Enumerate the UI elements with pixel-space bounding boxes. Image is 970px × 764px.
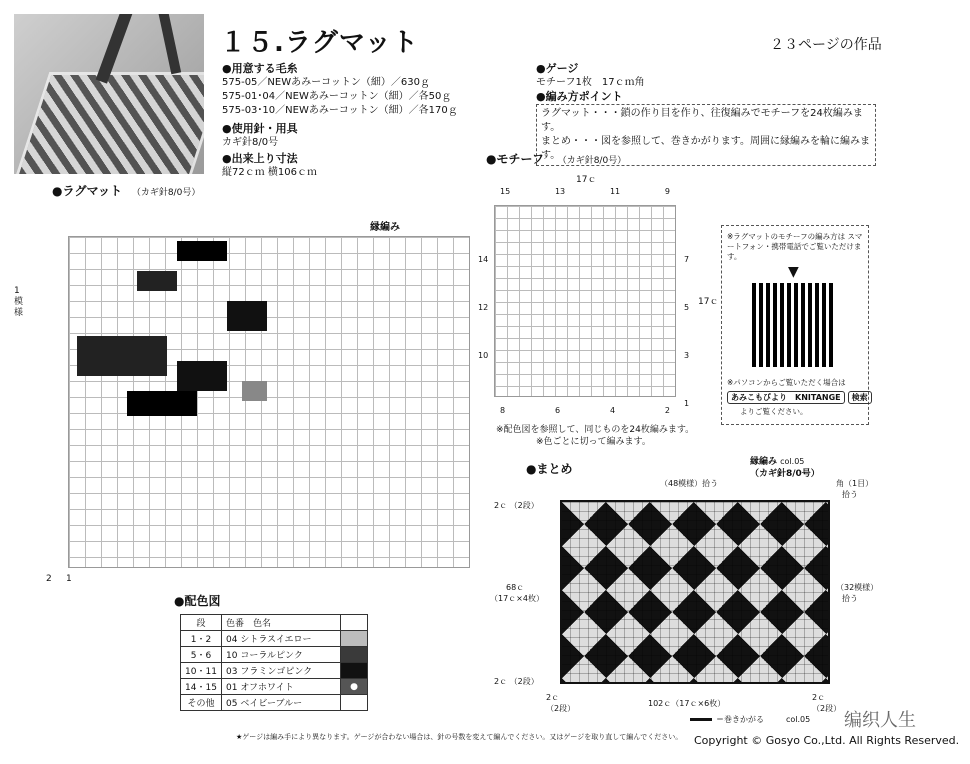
footer-note: ★ゲージは編み手により異なります。ゲージが合わない場合は、針の号数を変えて編んでください。又はゲージを取り直して編んでください。 [236, 733, 683, 741]
motif-right-numbers: 7 5 3 1 [684, 255, 690, 408]
gauge-value: モチーフ1枚 17ｃｍ角 [536, 77, 645, 88]
site-name: あみこもびより KNITANGE [727, 391, 845, 404]
motif-heading: ●モチーフ （カギ針8/0号） [486, 152, 627, 166]
table-row: 14・15 01 オフホワイト ● [181, 679, 368, 695]
needle-value: カギ針8/0号 [222, 137, 279, 148]
motif-left-numbers: 14 12 10 [478, 255, 489, 360]
qr-code[interactable] [752, 283, 836, 367]
bottom-2c: 2ｃ （2段） [546, 693, 576, 713]
size-value: 縦72ｃｍ 横106ｃｍ [222, 167, 317, 178]
page-reference: ２３ページの作品 [770, 37, 882, 53]
yarn-line: 575-05／NEWあみーコットン（細）／630ｇ [222, 77, 430, 88]
motif-width: 17ｃ [576, 175, 597, 185]
bottom-left-2c: 2ｃ （2段） [494, 677, 539, 686]
search-button[interactable]: 検索 [848, 391, 872, 404]
assembly-heading: ●まとめ [526, 462, 573, 476]
info-left [222, 62, 512, 180]
copyright: Copyright © Gosyo Co.,Ltd. All Rights Reserved. [694, 734, 960, 747]
right-pick: （32模様） 拾う [836, 583, 879, 603]
motif-stitch-chart [494, 205, 676, 397]
top-pick: （48模様）拾う [660, 479, 719, 488]
yarn-line: 575-01･04／NEWあみーコットン（細）／各50ｇ [222, 91, 452, 102]
needle-heading: ●使用針・用具 [222, 122, 298, 135]
color-table-heading: ●配色図 [174, 594, 221, 608]
points-line: ラグマット・・・鎖の作り目を作り、往復編みでモチーフを24枚編みます。 [541, 108, 863, 133]
table-row: 1・2 04 シトラスイエロー [181, 631, 368, 647]
rug-bottom-label: 1 [66, 574, 72, 584]
rug-chart-heading: ●ラグマット （カギ針8/0号） [52, 184, 201, 198]
legend: ＝巻きかがる col.05 [690, 714, 810, 725]
search-row [727, 391, 872, 404]
motif-needle: （カギ針8/0号） [557, 156, 627, 166]
rug-chart-needle: （カギ針8/0号） [131, 188, 201, 198]
whipstitch-line-icon [690, 718, 712, 721]
bottom-right-2c: 2ｃ （2段） [812, 693, 842, 713]
assembly-width: 102ｃ（17ｃ×6枚） [648, 699, 726, 708]
table-row: 10・11 03 フラミンゴピンク [181, 663, 368, 679]
rug-stitch-chart [68, 236, 470, 568]
size-heading: ●出来上り寸法 [222, 152, 298, 165]
rug-edge-label: 縁編み [370, 222, 400, 233]
table-row: 5・6 10 コーラルピンク [181, 647, 368, 663]
yarn-line: 575-03･10／NEWあみーコットン（細）／各170ｇ [222, 105, 458, 116]
assembly-height: 68ｃ （17ｃ×4枚） [490, 583, 544, 603]
arrow-down-icon: ▼ [788, 264, 799, 280]
points-heading: ●編み方ポイント [536, 90, 623, 103]
left-2c: 2ｃ （2段） [494, 501, 539, 510]
points-line: まとめ・・・図を参照して、巻きかがります。周囲に縁編みを輪に編みます。 [541, 136, 870, 161]
motif-height: 17ｃ [698, 297, 719, 307]
motif-top-numbers: 15 13 11 9 [500, 187, 670, 196]
assembly-diagram [560, 500, 830, 684]
product-photo [14, 14, 204, 174]
corner-label: 角（1目） 拾う [836, 479, 874, 499]
gauge-heading: ●ゲージ [536, 62, 579, 75]
color-table [180, 614, 368, 711]
motif-notes: ※配色図を参照して、同じものを24枚編みます。 ※色ごとに切って編みます。 [496, 425, 695, 447]
page-title: １５.ラグマット [220, 28, 419, 58]
yarn-heading: ●用意する毛糸 [222, 62, 298, 75]
repeat-label: 1模様 [14, 286, 24, 318]
table-header: 段 色番 色名 [181, 615, 368, 631]
qr-text: ※ラグマットのモチーフの編み方は スマートフォン・携帯電話でご覧いただけます。 [727, 232, 863, 261]
qr-pc-text: ※パソコンからご覧いただく場合は [727, 378, 846, 387]
rug-bottom-label: 2 [46, 574, 52, 584]
table-row: その他 05 ベイビーブルー [181, 695, 368, 711]
edge-title: 縁編み col.05 （カギ針8/0号） [750, 457, 820, 479]
motif-bottom-numbers: 8 6 4 2 [500, 406, 670, 415]
qr-suffix: よりご覧ください。 [740, 407, 808, 416]
rug-color-block [77, 241, 267, 421]
watermark: 编织人生 [844, 710, 916, 731]
